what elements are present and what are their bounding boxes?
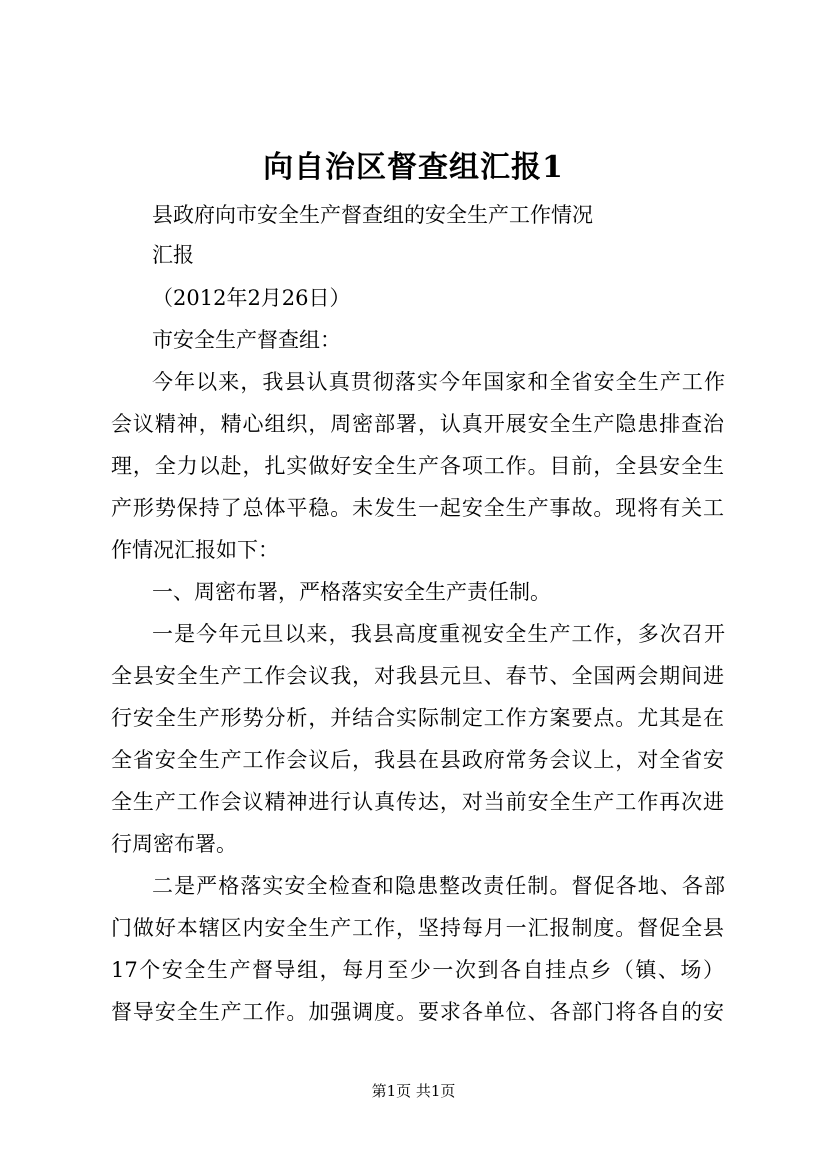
subtitle-line-2: 汇报	[152, 243, 194, 267]
subtitle-line-1: 县政府向市安全生产督查组的安全生产工作情况	[152, 203, 593, 227]
document-title: 向自治区督查组汇报1	[263, 150, 564, 185]
paragraph-1-line-4: 产形势保持了总体平稳。未发生一起安全生产事故。现将有关工	[111, 496, 724, 520]
paragraph-1-line-1: 今年以来，我县认真贯彻落实今年国家和全省安全生产工作	[152, 370, 725, 394]
paragraph-2-line-6: 行周密布署。	[111, 832, 237, 856]
document-date: （2012年2月26日）	[152, 286, 351, 310]
page-footer: 第1页 共1页	[371, 1082, 456, 1100]
paragraph-2-line-1: 一是今年元旦以来，我县高度重视安全生产工作，多次召开	[152, 622, 725, 646]
paragraph-1-line-5: 作情况汇报如下：	[111, 538, 279, 562]
salutation: 市安全生产督查组：	[152, 328, 341, 352]
paragraph-2-line-2: 全县安全生产工作会议我，对我县元旦、春节、全国两会期间进	[111, 664, 724, 688]
paragraph-3-line-1: 二是严格落实安全检查和隐患整改责任制。督促各地、各部	[152, 874, 725, 898]
paragraph-3-line-2: 门做好本辖区内安全生产工作，坚持每月一汇报制度。督促全县	[111, 916, 724, 940]
paragraph-3-line-3: 17个安全生产督导组，每月至少一次到各自挂点乡（镇、场）	[111, 958, 724, 982]
paragraph-1-line-3: 理，全力以赴，扎实做好安全生产各项工作。目前，全县安全生	[111, 454, 724, 478]
paragraph-2-line-3: 行安全生产形势分析，并结合实际制定工作方案要点。尤其是在	[111, 706, 724, 730]
paragraph-2-line-4: 全省安全生产工作会议后，我县在县政府常务会议上，对全省安	[111, 748, 724, 772]
paragraph-1-line-2: 会议精神，精心组织，周密部署，认真开展安全生产隐患排查治	[111, 412, 724, 436]
paragraph-2-line-5: 全生产工作会议精神进行认真传达，对当前安全生产工作再次进	[111, 790, 724, 814]
section-heading-1: 一、周密布署，严格落实安全生产责任制。	[152, 580, 551, 604]
paragraph-3-line-4: 督导安全生产工作。加强调度。要求各单位、各部门将各自的安	[111, 1000, 724, 1024]
